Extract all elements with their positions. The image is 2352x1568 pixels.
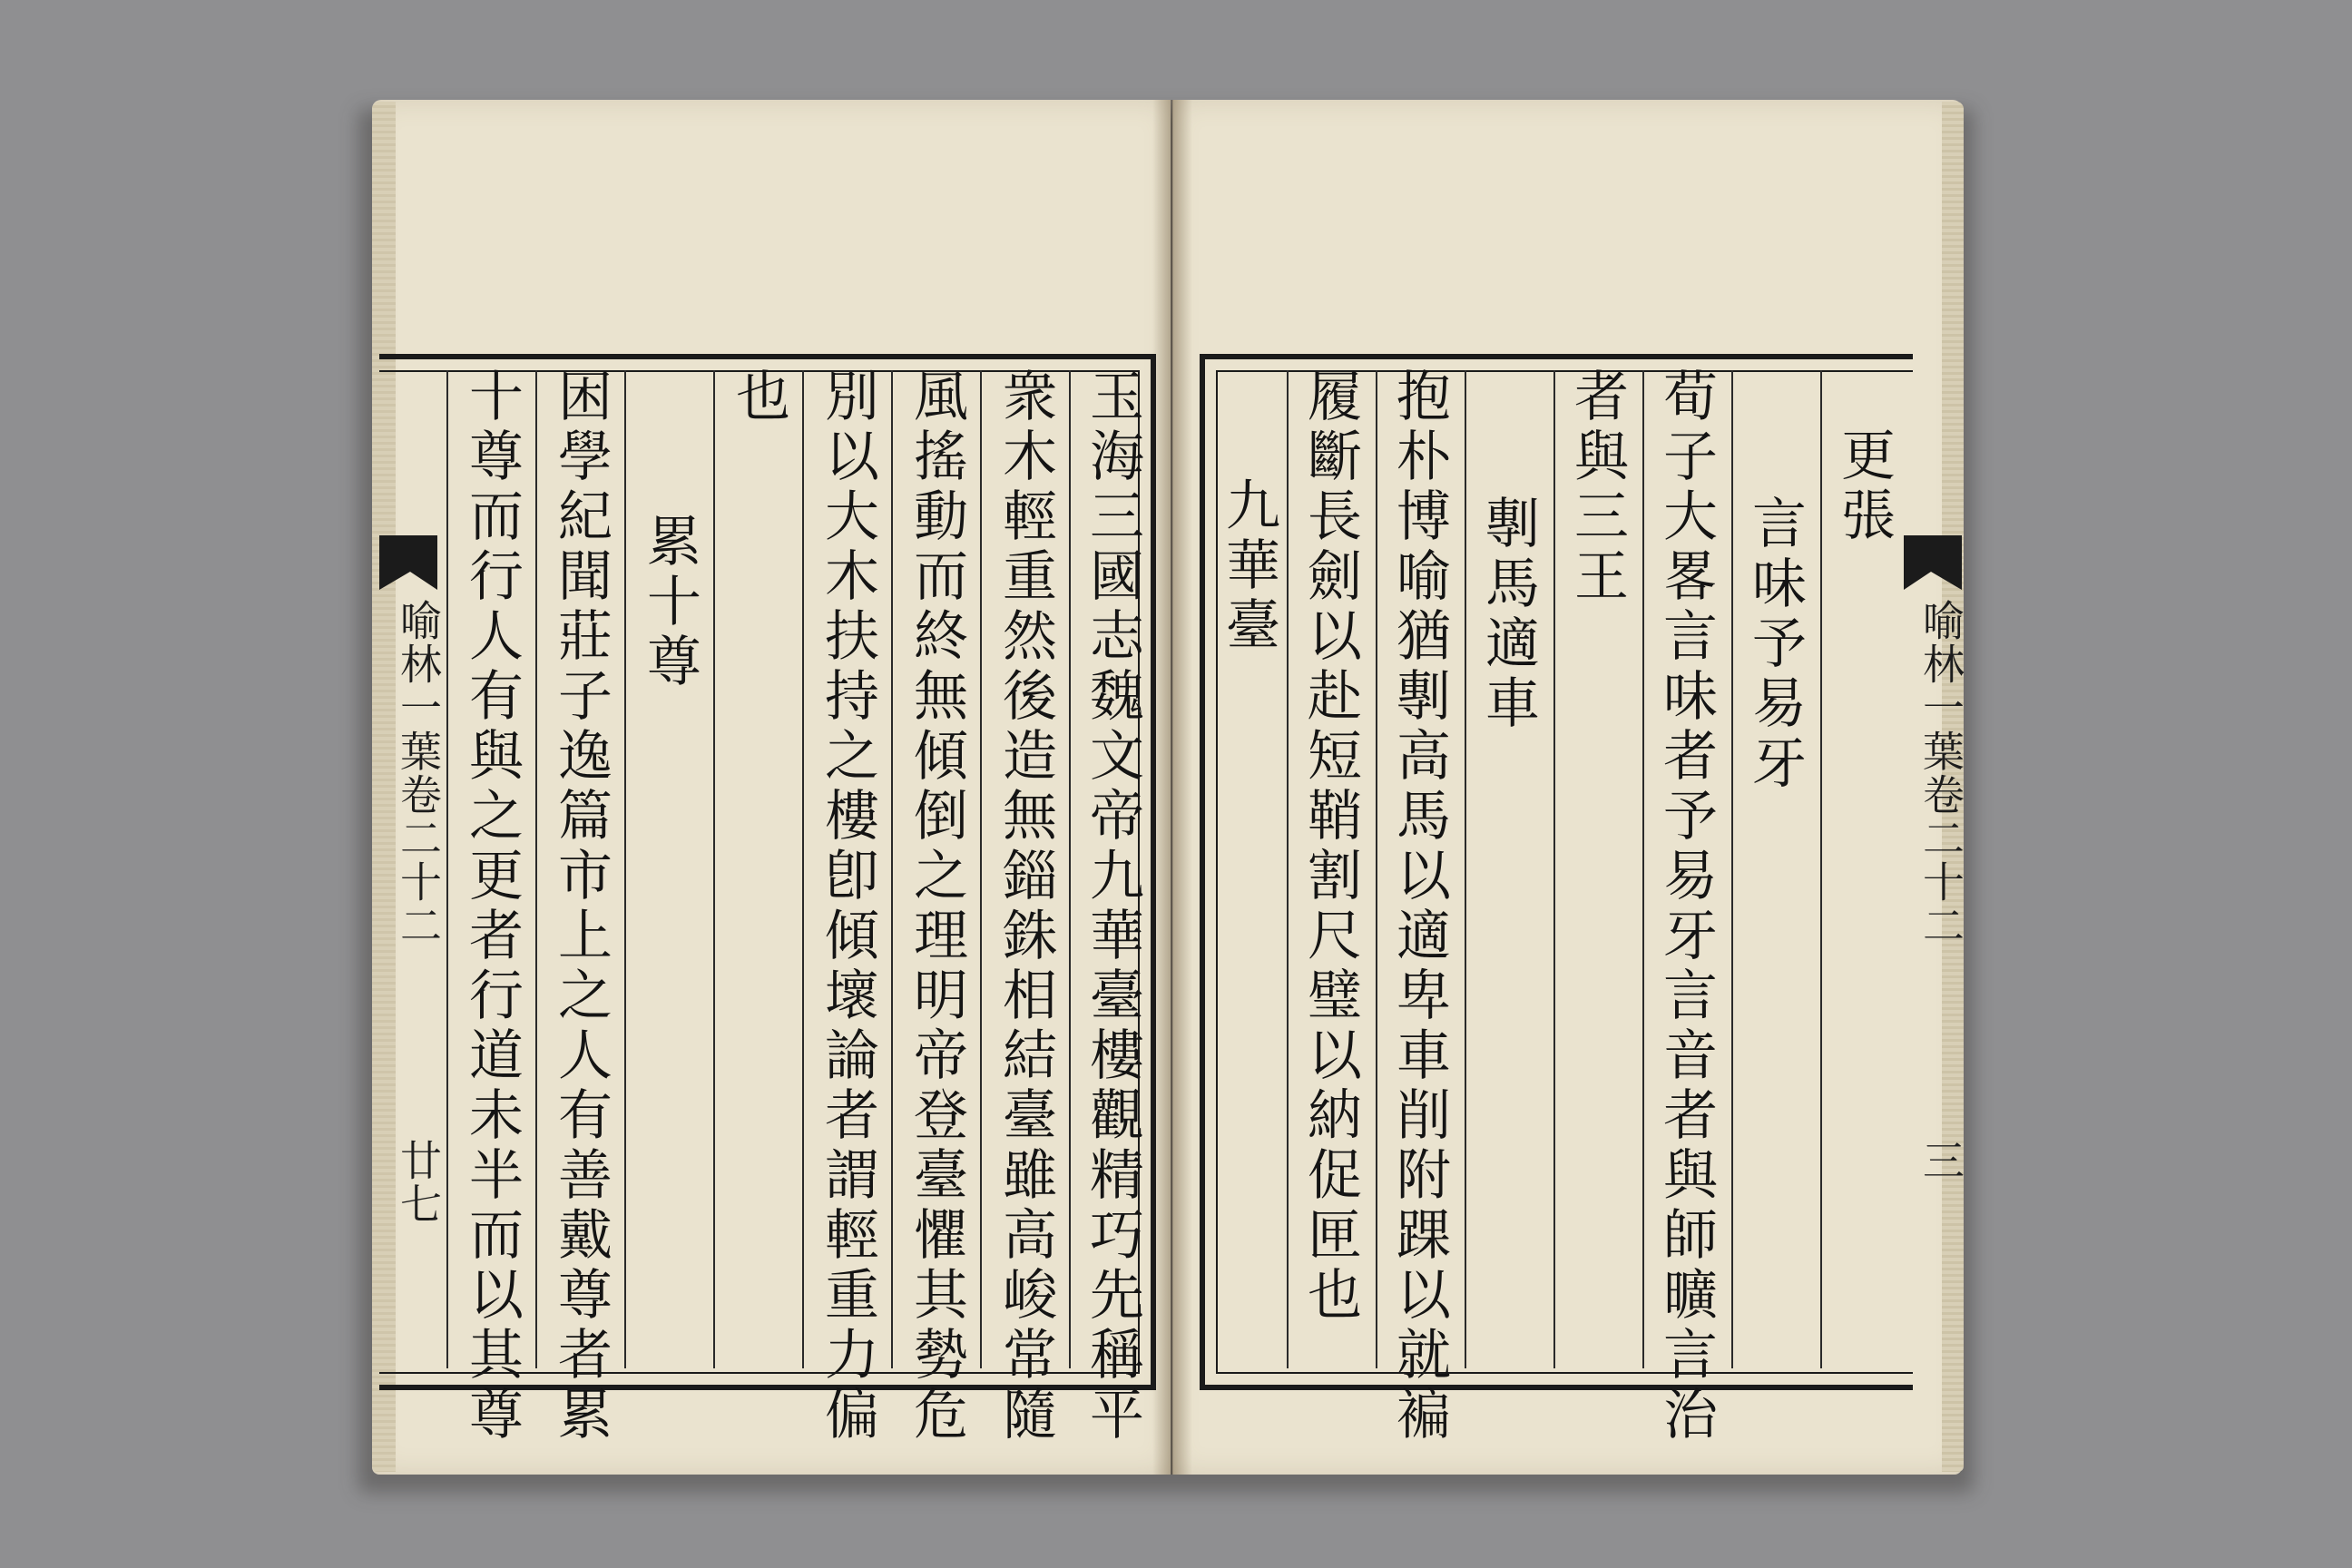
right-fishtail-mark xyxy=(1904,535,1962,590)
left-rule xyxy=(535,370,537,1368)
entry-heading: 九華臺 xyxy=(1217,476,1280,656)
right-rule xyxy=(1731,370,1733,1368)
text-column: 風搖動而終無傾倒之理明帝登臺懼其勢危 xyxy=(905,368,968,1446)
left-fishtail-mark xyxy=(379,535,437,590)
text-column: 也 xyxy=(727,368,790,427)
text-column: 言味予易牙 xyxy=(1743,495,1807,794)
left-banxin-title: 喻林一葉卷二十二 xyxy=(394,599,443,947)
right-rule xyxy=(1820,370,1822,1368)
entry-heading: 更張 xyxy=(1832,426,1896,546)
text-column: 抱朴博喻猶剸高馬以適卑車削附踝以就褊 xyxy=(1387,368,1451,1446)
right-rule xyxy=(1642,370,1644,1368)
text-column: 困學紀聞莊子逸篇市上之人有善戴尊者累 xyxy=(549,368,612,1446)
entry-heading: 剸馬適車 xyxy=(1476,495,1540,734)
text-column: 十尊而行人有與之更者行道未半而以其尊 xyxy=(460,368,524,1446)
text-column: 荀子大畧言味者予易牙言音者與師曠言治 xyxy=(1654,368,1718,1446)
text-column: 者與三王 xyxy=(1565,368,1629,607)
left-rule xyxy=(891,370,893,1368)
right-banxin-folio: 三 xyxy=(1916,1139,1965,1182)
left-rule xyxy=(980,370,982,1368)
right-rule xyxy=(1553,370,1555,1368)
text-column: 玉海三國志魏文帝九華臺樓觀精巧先稱平 xyxy=(1081,368,1144,1446)
left-rule xyxy=(446,370,448,1368)
text-column: 履斷長劍以赴短鞘割尺璧以納促匣也 xyxy=(1298,368,1362,1326)
left-rule xyxy=(1069,370,1071,1368)
left-rule xyxy=(802,370,804,1368)
right-rule xyxy=(1465,370,1466,1368)
left-banxin-folio: 廿七 xyxy=(394,1139,443,1226)
right-rule xyxy=(1287,370,1289,1368)
right-rule xyxy=(1376,370,1377,1368)
text-column: 別以大木扶持之樓卽傾壞論者謂輕重力偏 xyxy=(816,368,879,1446)
left-rule xyxy=(713,370,715,1368)
book-gutter xyxy=(1152,100,1192,1475)
left-rule xyxy=(624,370,626,1368)
text-column: 衆木輕重然後造無錙銖相結臺雖高峻常隨 xyxy=(994,368,1057,1446)
right-banxin-title: 喻林一葉卷二十二 xyxy=(1916,599,1965,947)
entry-heading: 累十尊 xyxy=(638,513,701,692)
